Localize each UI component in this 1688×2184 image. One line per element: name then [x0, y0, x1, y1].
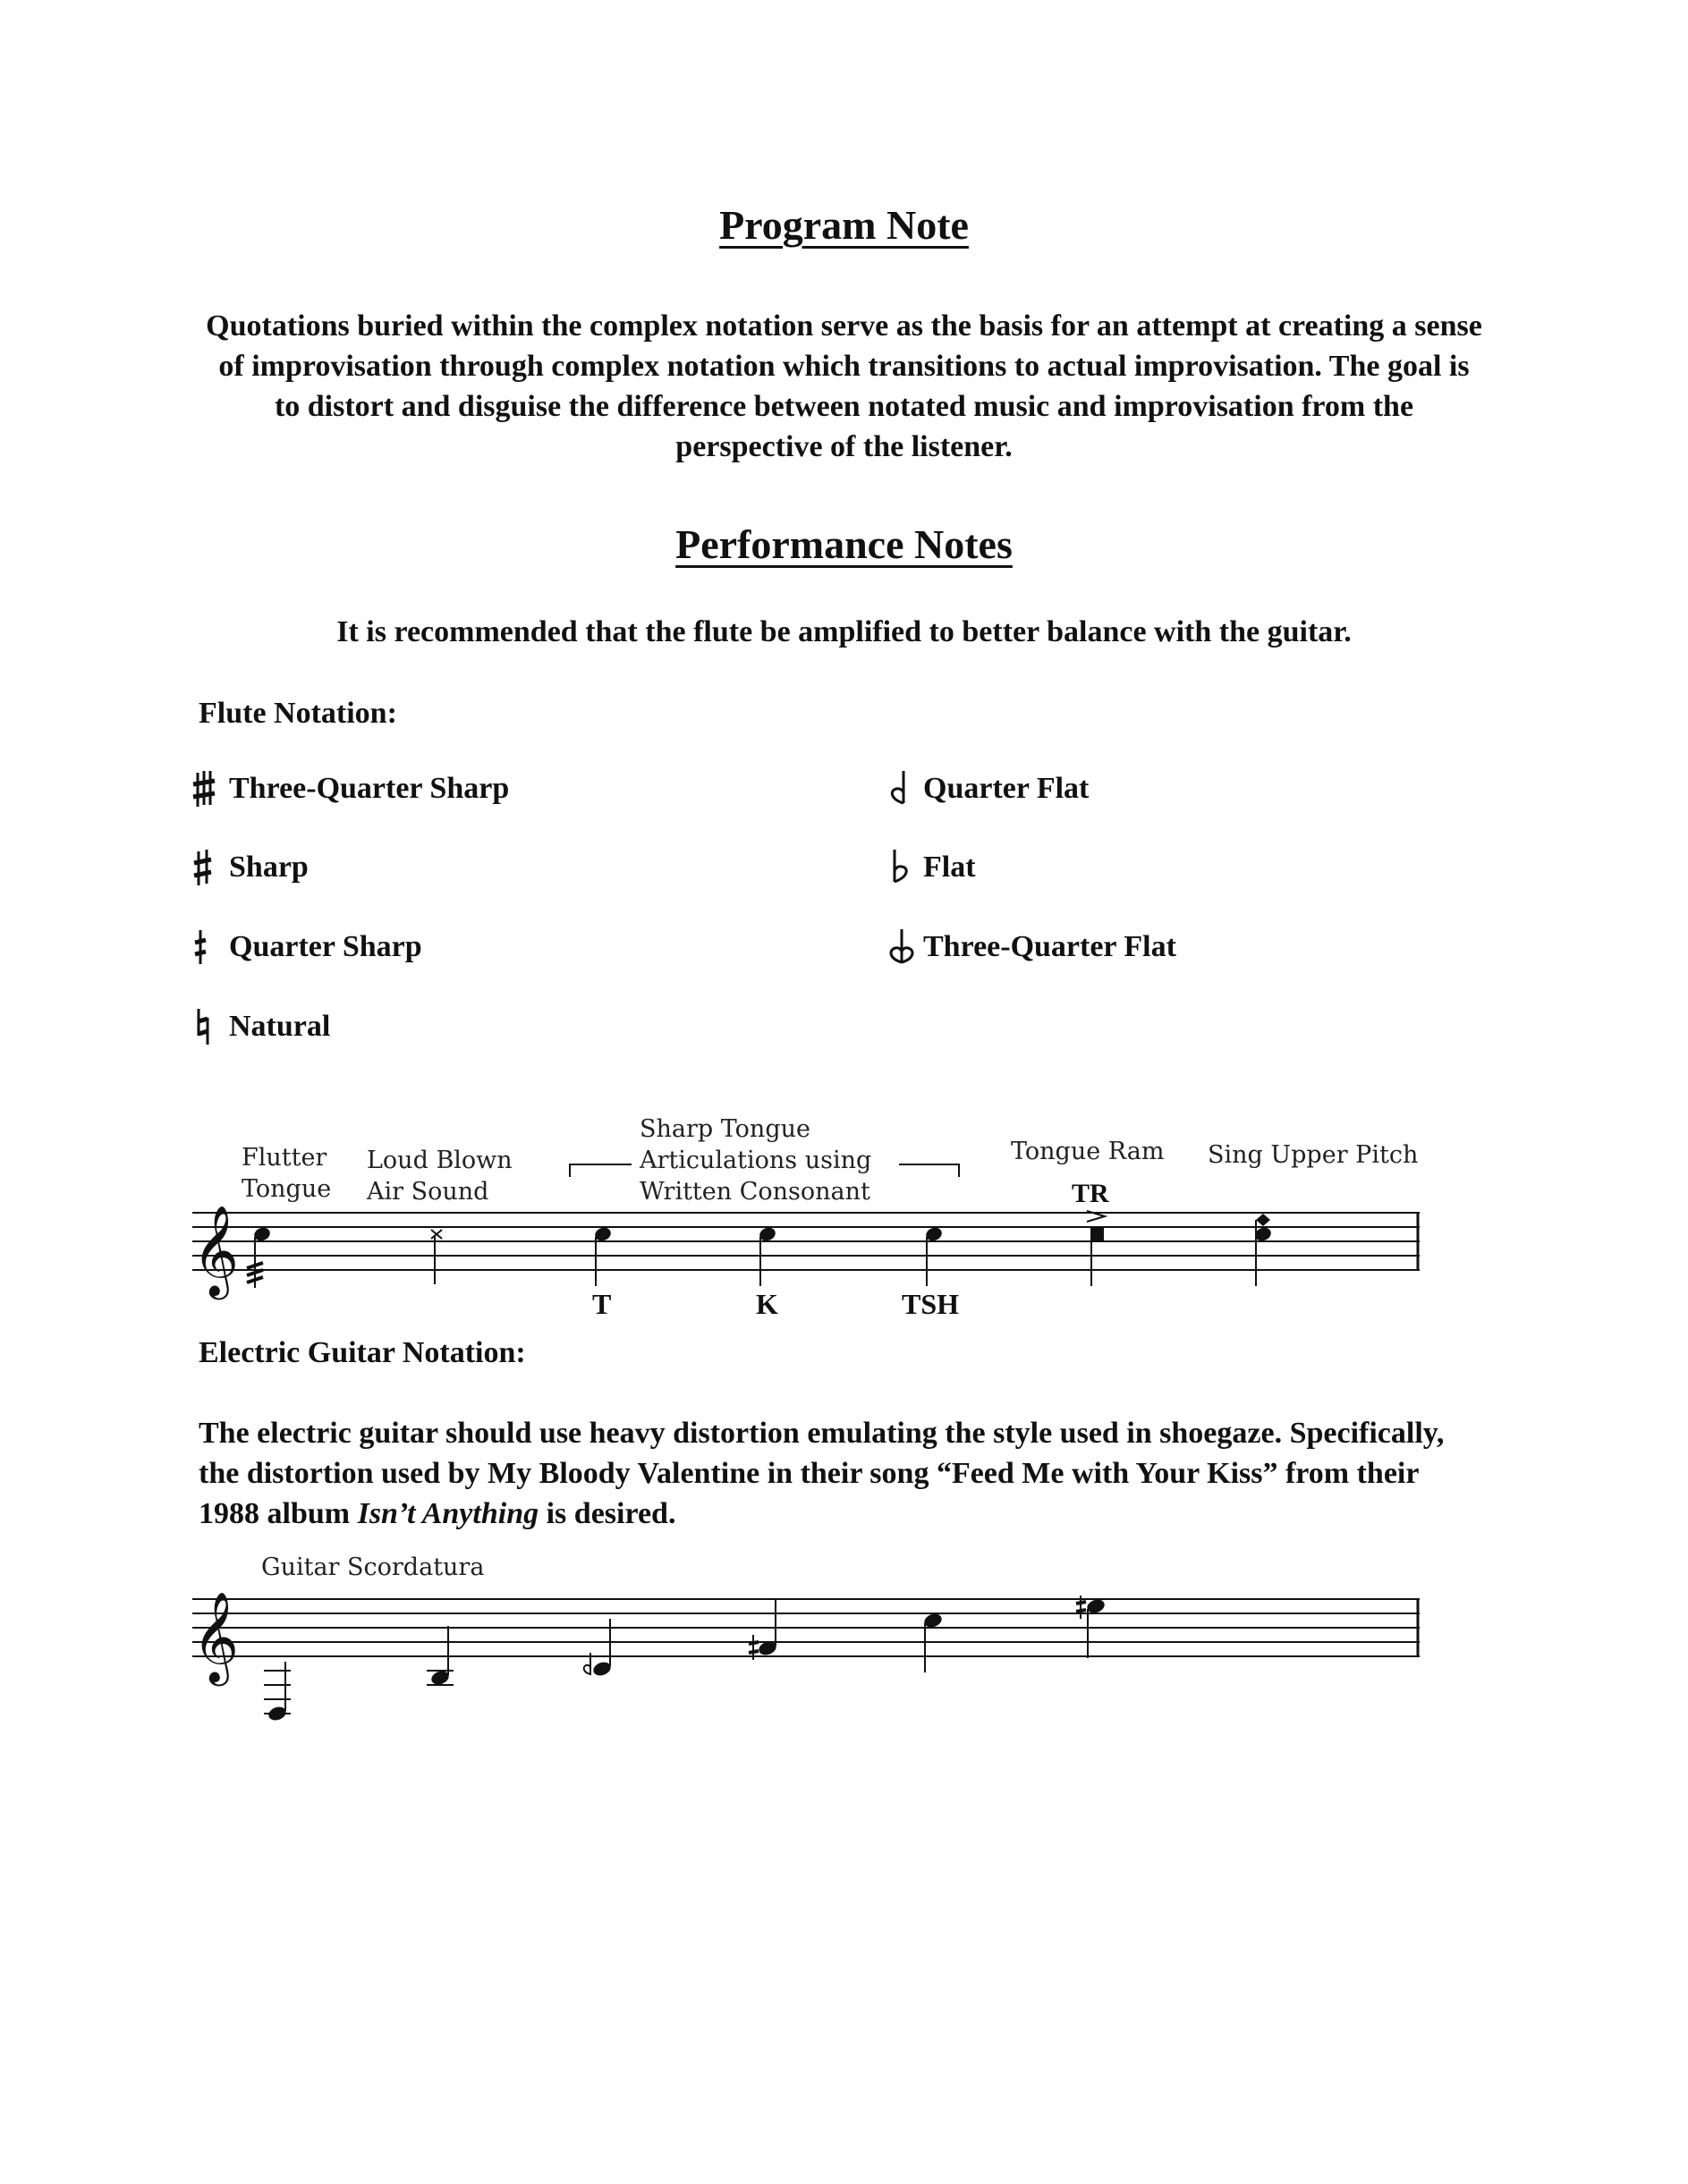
- accidental-label: Three-Quarter Flat: [923, 930, 1176, 963]
- accidental-label: Three-Quarter Sharp: [229, 772, 510, 805]
- tongue-ram-mark: TR: [1072, 1179, 1109, 1208]
- treble-clef-icon: 𝄞: [192, 1208, 240, 1295]
- text-span: is desired.: [539, 1497, 676, 1530]
- label-line: Loud Blown: [367, 1147, 513, 1174]
- guitar-scordatura-label: Guitar Scordatura: [261, 1553, 485, 1581]
- label-line: Articulations using: [640, 1147, 872, 1174]
- program-note-line: to distort and disguise the difference between notated music and improvisation from the: [274, 390, 1414, 423]
- text-span: 1988 album: [199, 1497, 358, 1530]
- accidental-label: Sharp: [229, 851, 309, 884]
- program-note-line: Quotations buried within the complex notation serve as the basis for an attempt at creating a sense: [206, 309, 1482, 343]
- label-line: Flutter: [242, 1144, 327, 1172]
- accidental-label: Natural: [229, 1010, 331, 1043]
- accidental-label: Quarter Sharp: [229, 930, 422, 963]
- guitar-paragraph-line: The electric guitar should use heavy distortion emulating the style used in shoegaze. Specifically,: [199, 1417, 1445, 1450]
- syllable-tsh: TSH: [902, 1288, 960, 1320]
- label-line: Air Sound: [367, 1178, 489, 1206]
- accidental-label: Flat: [923, 851, 976, 884]
- sing-upper-pitch-label: Sing Upper Pitch: [1208, 1141, 1419, 1169]
- program-note-title: Program Note: [719, 202, 969, 248]
- album-title: Isn’t Anything: [357, 1497, 539, 1530]
- treble-clef-icon: 𝄞: [192, 1595, 240, 1681]
- program-note-line: of improvisation through complex notation which transitions to actual improvisation. The goal is: [218, 350, 1470, 383]
- staff-lines: [192, 1599, 1420, 1656]
- performance-notes-title: Performance Notes: [675, 521, 1013, 567]
- guitar-notation-heading: Electric Guitar Notation:: [199, 1336, 526, 1369]
- label-line: Written Consonant: [640, 1178, 870, 1206]
- guitar-paragraph-line: the distortion used by My Bloody Valentine in their song “Feed Me with Your Kiss” from their: [199, 1457, 1420, 1490]
- accidental-label: Quarter Flat: [923, 772, 1090, 805]
- syllable-k: K: [756, 1288, 778, 1320]
- syllable-t: T: [592, 1288, 612, 1320]
- label-line: Sharp Tongue: [640, 1115, 810, 1143]
- scordatura-note: [749, 1599, 778, 1660]
- scordatura-note: [264, 1662, 291, 1723]
- label-line: Tongue: [242, 1175, 332, 1203]
- flute-notation-heading: Flute Notation:: [199, 697, 397, 730]
- amplification-note: It is recommended that the flute be amplified to better balance with the guitar.: [336, 615, 1352, 648]
- program-note-line: perspective of the listener.: [675, 430, 1013, 463]
- tongue-ram-label: Tongue Ram: [1011, 1138, 1165, 1165]
